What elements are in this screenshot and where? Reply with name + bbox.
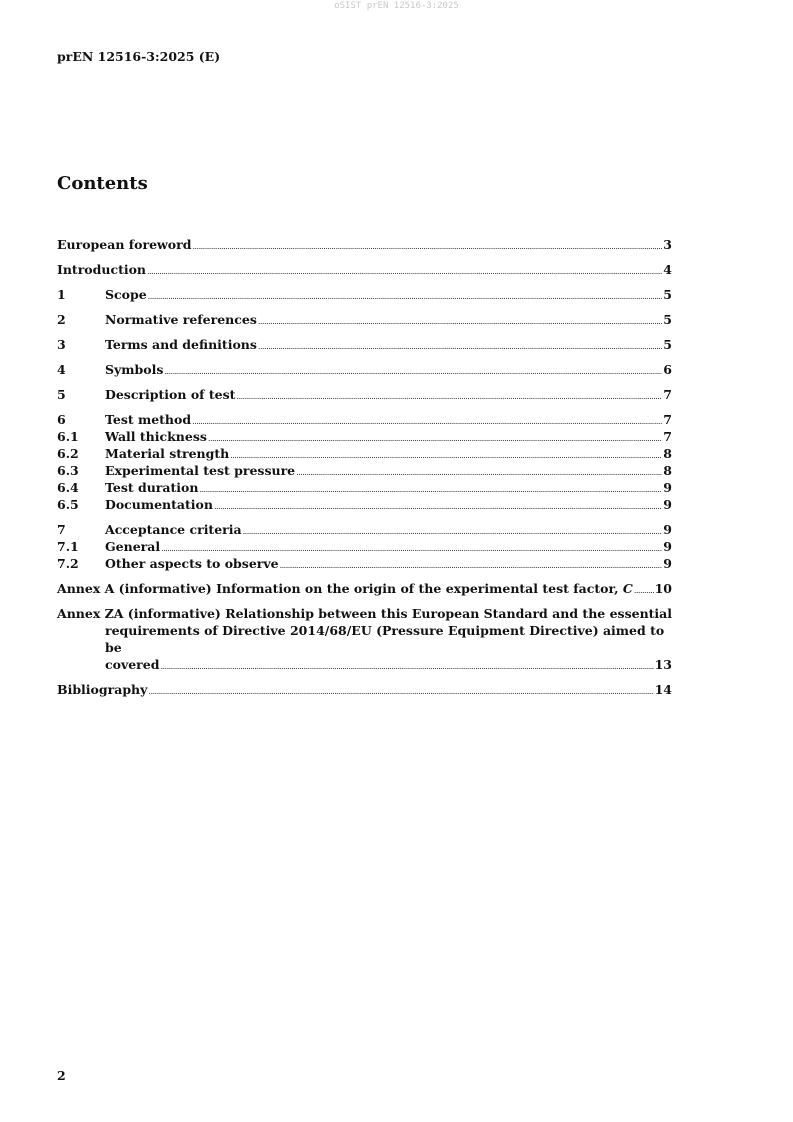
toc-section-number: 7.2 bbox=[57, 556, 79, 571]
toc-entry-test-method[interactable] bbox=[57, 411, 672, 428]
document-id: prEN 12516-3:2025 (E) bbox=[57, 49, 221, 64]
toc-title: General bbox=[105, 539, 161, 554]
dot-leader bbox=[296, 464, 662, 481]
toc-entry-annex-a[interactable] bbox=[57, 580, 672, 597]
toc-page-number: 8 bbox=[663, 446, 672, 461]
dot-leader bbox=[199, 481, 662, 498]
toc-title: covered bbox=[105, 657, 160, 672]
toc-entry-scope[interactable] bbox=[57, 286, 672, 303]
dot-leader bbox=[208, 430, 662, 447]
toc-title: Bibliography bbox=[57, 682, 148, 697]
toc-section-number: 6.3 bbox=[57, 463, 79, 478]
toc-page-number: 9 bbox=[663, 556, 672, 571]
toc-section-number: 1 bbox=[57, 287, 66, 302]
page-number: 2 bbox=[57, 1068, 66, 1083]
toc-title: Wall thickness bbox=[105, 429, 207, 444]
dot-leader bbox=[258, 313, 662, 330]
dot-leader bbox=[214, 498, 662, 515]
toc-entry-description-of-test[interactable] bbox=[57, 386, 672, 403]
toc-entry-terms-and-definitions[interactable] bbox=[57, 336, 672, 353]
toc-page-number: 5 bbox=[663, 312, 672, 327]
toc-title: Documentation bbox=[105, 497, 213, 512]
toc-section-number: 2 bbox=[57, 312, 66, 327]
toc-title: Experimental test pressure bbox=[105, 463, 296, 478]
dot-leader bbox=[148, 683, 653, 700]
toc-title: Scope bbox=[105, 287, 147, 302]
toc-title: Symbols bbox=[105, 362, 164, 377]
toc-page-number: 14 bbox=[654, 682, 672, 697]
toc-entry-documentation[interactable] bbox=[57, 496, 672, 513]
toc-title: Test duration bbox=[105, 480, 199, 495]
toc-section-number: 7 bbox=[57, 522, 66, 537]
toc-section-number: 6.1 bbox=[57, 429, 79, 444]
toc-page-number: 9 bbox=[663, 522, 672, 537]
toc-section-number: 4 bbox=[57, 362, 66, 377]
toc-section-number: 3 bbox=[57, 337, 66, 352]
toc-title: Normative references bbox=[105, 312, 257, 327]
dot-leader bbox=[147, 263, 662, 280]
toc-entry-annex-za[interactable] bbox=[57, 605, 672, 673]
toc-page-number: 10 bbox=[654, 581, 672, 596]
toc-title: Terms and definitions bbox=[105, 337, 257, 352]
annex-za-line-2: requirements of Directive 2014/68/EU (Pressure Equipment Directive) aimed to be bbox=[105, 623, 665, 655]
toc-entry-european-foreword[interactable] bbox=[57, 236, 672, 253]
toc-page-number: 7 bbox=[663, 412, 672, 427]
toc-page-number: 7 bbox=[663, 429, 672, 444]
toc-entry-test-duration[interactable] bbox=[57, 479, 672, 496]
toc-entry-other-aspects[interactable] bbox=[57, 555, 672, 572]
symbol-c: C bbox=[622, 581, 633, 596]
toc-section-number: 5 bbox=[57, 387, 66, 402]
toc-entry-symbols[interactable] bbox=[57, 361, 672, 378]
dot-leader bbox=[164, 363, 662, 380]
dot-leader bbox=[148, 288, 663, 305]
toc-title: Test method bbox=[105, 412, 192, 427]
toc-section-number: 6.5 bbox=[57, 497, 79, 512]
toc-page-number: 7 bbox=[663, 387, 672, 402]
dot-leader bbox=[243, 523, 663, 540]
dot-leader bbox=[634, 582, 654, 599]
annex-za-line-1 bbox=[57, 605, 672, 622]
toc-title: Acceptance criteria bbox=[105, 522, 242, 537]
toc-title: Other aspects to observe bbox=[105, 556, 279, 571]
toc-entry-wall-thickness[interactable] bbox=[57, 428, 672, 445]
annex-za-title-line-1: Annex ZA (informative) Relationship between this European Standard and the essential bbox=[57, 606, 673, 621]
toc-page-number: 6 bbox=[663, 362, 672, 377]
table-of-contents bbox=[57, 236, 672, 698]
dot-leader bbox=[192, 413, 662, 430]
toc-page-number: 9 bbox=[663, 480, 672, 495]
toc-page-number: 4 bbox=[663, 262, 672, 277]
toc-section-number: 6.4 bbox=[57, 480, 79, 495]
toc-page-number: 8 bbox=[663, 463, 672, 478]
toc-entry-general[interactable] bbox=[57, 538, 672, 555]
toc-page-number: 3 bbox=[663, 237, 672, 252]
toc-entry-acceptance-criteria[interactable] bbox=[57, 521, 672, 538]
toc-title: Description of test bbox=[105, 387, 236, 402]
toc-section-number: 6.2 bbox=[57, 446, 79, 461]
toc-page-number: 9 bbox=[663, 497, 672, 512]
dot-leader bbox=[236, 388, 662, 405]
toc-section-number: 7.1 bbox=[57, 539, 79, 554]
dot-leader bbox=[160, 658, 653, 675]
toc-entry-material-strength[interactable] bbox=[57, 445, 672, 462]
toc-title bbox=[57, 580, 633, 597]
toc-entry-introduction[interactable] bbox=[57, 261, 672, 278]
watermark: oSIST prEN 12516-3:2025 bbox=[334, 1, 459, 11]
dot-leader bbox=[258, 338, 662, 355]
toc-title: Introduction bbox=[57, 262, 147, 277]
toc-entry-bibliography[interactable] bbox=[57, 681, 672, 698]
toc-title: Material strength bbox=[105, 446, 230, 461]
dot-leader bbox=[280, 557, 663, 574]
toc-page-number: 13 bbox=[654, 657, 672, 672]
toc-title: European foreword bbox=[57, 237, 192, 252]
dot-leader bbox=[192, 238, 662, 255]
contents-heading: Contents bbox=[57, 173, 148, 194]
annex-a-title: Annex A (informative) Information on the origin of the experimental test factor, bbox=[57, 581, 623, 596]
toc-page-number: 9 bbox=[663, 539, 672, 554]
toc-section-number: 6 bbox=[57, 412, 66, 427]
toc-entry-normative-references[interactable] bbox=[57, 311, 672, 328]
toc-entry-experimental-test-pressure[interactable] bbox=[57, 462, 672, 479]
annex-za-line-3 bbox=[57, 656, 672, 673]
toc-page-number: 5 bbox=[663, 287, 672, 302]
toc-page-number: 5 bbox=[663, 337, 672, 352]
